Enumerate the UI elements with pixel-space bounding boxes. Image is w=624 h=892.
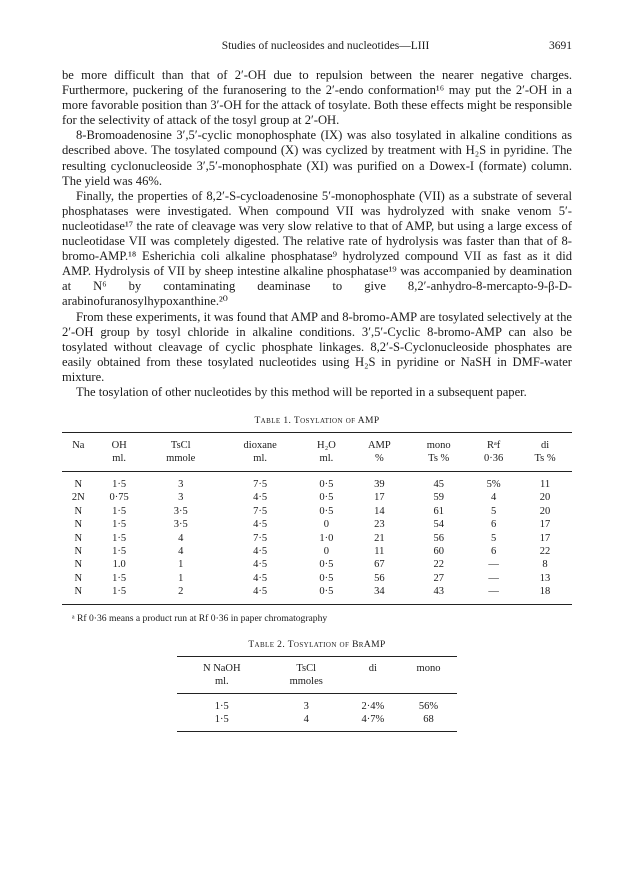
table-cell: 7·5 — [253, 505, 268, 517]
table-cell: 2 — [144, 585, 218, 604]
table-cell: 2N — [71, 492, 85, 504]
table-cell: 6 — [491, 519, 497, 531]
table-cell: 1·5 — [95, 585, 144, 604]
table-cell: 1·5 — [177, 713, 267, 732]
column-unit: mmole — [144, 452, 218, 471]
table-cell: 1 — [178, 559, 184, 571]
table-cell: 4·7% — [346, 713, 400, 732]
table-cell: 4·5 — [253, 519, 268, 531]
table-cell: 3 — [178, 478, 184, 490]
table-cell: 20 — [539, 492, 551, 504]
column-header: TsCl — [144, 433, 218, 453]
table-cell: 22 — [433, 559, 444, 571]
column-unit — [400, 675, 457, 694]
paragraph: 8-Bromoadenosine 3′,5′-cyclic monophosphate (IX) was also tosylated in alkaline conditions as described above. The tosylated compound (X) was cyclized by treatment with H₂S in pyridine. The resulting cyclonucleoside 3′,5′-monophosphate (XI) was purified on a Dowex-I (formate) column. The yield was 46%. — [62, 128, 572, 188]
table-cell: 27 — [433, 572, 444, 584]
table-cell: — — [469, 585, 518, 604]
table-row — [62, 491, 572, 504]
column-header: Rᵃf — [469, 433, 518, 453]
table-row — [62, 532, 572, 545]
table-cell: 0·5 — [319, 572, 334, 584]
table-cell: 5 — [491, 532, 497, 544]
table-cell: 4 — [491, 492, 497, 504]
table-cell: 4·5 — [253, 572, 268, 584]
table-cell: 3·5 — [173, 519, 188, 531]
table-cell: 0·5 — [302, 585, 350, 604]
table-cell: 21 — [374, 532, 385, 544]
table-row — [62, 558, 572, 571]
table-cell: N — [74, 505, 83, 517]
table-cell: 1·5 — [214, 700, 229, 712]
table-cell: 1 — [178, 572, 184, 584]
table-cell: 6 — [491, 545, 497, 557]
table-cell: 4 — [178, 545, 184, 557]
paragraph: Finally, the properties of 8,2′-S-cycloadenosine 5′-monophosphate (VII) as a substrate of several phosphatases were investigated. When compound VII was hydrolyzed with snake venom 5′-nucleotidase¹⁷ the rate of cleavage was very slow relative to that of AMP, but using a large excess of nucleotidase VII was completely digested. The relative rate of hydrolysis was faster than that of 8-bromo-AMP.¹⁸ Esherichia coli alkaline phosphatase⁹ hydrolyzed compound VII as fast as it did AMP. Hydrolysis of VII by sheep intestine alkaline phosphatase¹⁹ was accompanied by deamination at N⁶ by contaminating deaminase to give 8,2′-anhydro-8-mercapto-9-β-D-arabinofuranosylhypoxanthine.²⁰ — [62, 188, 572, 309]
column-header: di — [518, 433, 572, 453]
table-cell: 1·5 — [112, 572, 127, 584]
table-cell: — — [488, 559, 499, 571]
table-cell: 13 — [539, 572, 551, 584]
table-cell: N — [74, 519, 83, 531]
table-cell: 7·5 — [253, 532, 268, 544]
paper-page — [62, 40, 572, 732]
table2 — [177, 656, 457, 732]
table2-caption: Table 2. Tosylation of BrAMP — [248, 639, 386, 650]
table-cell: 8 — [542, 559, 548, 571]
table-cell: 0·5 — [319, 478, 334, 490]
table-cell: 18 — [518, 585, 572, 604]
page-number: 3691 — [549, 40, 572, 52]
table-cell: 4 — [267, 713, 346, 732]
table1-caption: Table 1. Tosylation of AMP — [254, 416, 380, 427]
table-cell: 7·5 — [253, 478, 268, 490]
table-cell: 1·5 — [112, 532, 127, 544]
table-cell: 1·5 — [112, 519, 127, 531]
table-cell: 68 — [400, 713, 457, 732]
table-cell: 3 — [303, 700, 309, 712]
table-cell: 17 — [539, 532, 551, 544]
table-cell: N — [74, 572, 83, 584]
table-cell: 2·4% — [361, 700, 385, 712]
column-header: di — [346, 656, 400, 675]
table-cell: 4·5 — [253, 492, 268, 504]
table-cell: 61 — [433, 505, 444, 517]
column-unit: 0·36 — [469, 452, 518, 471]
table-cell: 1·5 — [112, 505, 127, 517]
table-cell: 4·5 — [253, 545, 268, 557]
column-unit: ml. — [177, 675, 267, 694]
table-row — [62, 572, 572, 585]
table-cell: 0·75 — [109, 492, 129, 504]
paragraph: From these experiments, it was found that AMP and 8-bromo-AMP are tosylated selectively at the 2′-OH group by tosyl chloride in alkaline conditions. 3′,5′-Cyclic 8-bromo-AMP can also be tosylated without cleavage of cyclic phosphate linkages. 8,2′-S-Cyclonucleoside phosphates are easily obtained from these tosylated nucleotides using H₂S in pyridine or NaSH in DMF-water mixture. — [62, 309, 572, 384]
column-header: OH — [95, 433, 144, 453]
table-row — [62, 518, 572, 531]
table-cell: 0·5 — [319, 505, 334, 517]
table-cell: 54 — [433, 519, 444, 531]
table-row — [62, 471, 572, 491]
table-cell: 14 — [374, 505, 385, 517]
table-cell: 56 — [374, 572, 385, 584]
column-header: mono — [408, 433, 469, 453]
table-cell: 45 — [433, 478, 444, 490]
table1-footnote: ᵃ Rf 0·36 means a product run at Rf 0·36 in paper chromatography — [72, 612, 328, 624]
column-unit: mmoles — [267, 675, 346, 694]
column-header: N NaOH — [177, 656, 267, 675]
table-row — [62, 505, 572, 518]
table-cell: 11 — [374, 545, 385, 557]
table-cell: 1·5 — [112, 545, 127, 557]
column-unit: Ts % — [518, 452, 572, 471]
table-cell: 59 — [433, 492, 444, 504]
table-cell: 17 — [374, 492, 385, 504]
column-header: Na — [62, 433, 95, 453]
table-cell: 1.0 — [112, 559, 126, 571]
running-title: Studies of nucleosides and nucleotides—LIII — [221, 40, 430, 52]
table-cell: 5 — [491, 505, 497, 517]
table-cell: N — [74, 478, 83, 490]
table-cell: 4·5 — [218, 585, 303, 604]
table-cell: 56% — [418, 700, 439, 712]
table-cell: 1·0 — [319, 532, 334, 544]
table-cell: N — [74, 559, 83, 571]
table-cell: 39 — [374, 478, 385, 490]
table-cell: 4 — [178, 532, 184, 544]
column-unit: ml. — [95, 452, 144, 471]
table-cell: N — [74, 545, 83, 557]
paragraph: The tosylation of other nucleotides by this method will be reported in a subsequent paper. — [76, 384, 527, 399]
column-unit: ml. — [218, 452, 303, 471]
column-unit: ml. — [302, 452, 350, 471]
table-cell: N — [74, 532, 83, 544]
column-header: dioxane — [218, 433, 303, 453]
column-header: mono — [400, 656, 457, 675]
table-cell: 1·5 — [112, 478, 127, 490]
table-cell: 67 — [374, 559, 385, 571]
running-header — [62, 40, 572, 68]
table-cell: 17 — [539, 519, 551, 531]
column-header: H₂O — [302, 433, 350, 453]
table-cell: 43 — [408, 585, 469, 604]
table-cell: 34 — [350, 585, 408, 604]
column-unit: Ts % — [408, 452, 469, 471]
table-cell: 4·5 — [253, 559, 268, 571]
table-cell: 22 — [539, 545, 551, 557]
column-unit: % — [350, 452, 408, 471]
table-cell: 0·5 — [319, 492, 334, 504]
column-header: AMP — [350, 433, 408, 453]
table-cell: — — [488, 572, 499, 584]
table-cell: 0 — [323, 519, 330, 531]
table-cell: 20 — [539, 505, 551, 517]
table-cell: 23 — [374, 519, 385, 531]
table-cell: 0 — [323, 545, 330, 557]
table-row — [177, 713, 457, 732]
table-cell: 3 — [178, 492, 184, 504]
table-row — [62, 545, 572, 558]
table-cell: 3·5 — [173, 505, 188, 517]
table-cell: 0·5 — [319, 559, 334, 571]
column-unit — [346, 675, 400, 694]
table-row — [62, 585, 572, 604]
table-cell: 11 — [539, 478, 551, 490]
table1 — [62, 432, 572, 604]
column-header: TsCl — [267, 656, 346, 675]
table-cell: 5% — [486, 478, 501, 490]
table-cell: 60 — [433, 545, 444, 557]
paragraph: be more difficult than that of 2′-OH due to repulsion between the nearer negative charges. Furthermore, puckering of the furanosering to the 2′-endo conformation¹⁶ may put the 2′-OH in a more favorable position than 3′-OH for the attack of tosylate. Both these effects might be responsible for the selectivity of attack of the tosyl group at 2′-OH. — [62, 68, 572, 128]
column-unit — [62, 452, 95, 471]
table-row — [177, 693, 457, 713]
table-cell: N — [62, 585, 95, 604]
table-cell: 56 — [433, 532, 444, 544]
